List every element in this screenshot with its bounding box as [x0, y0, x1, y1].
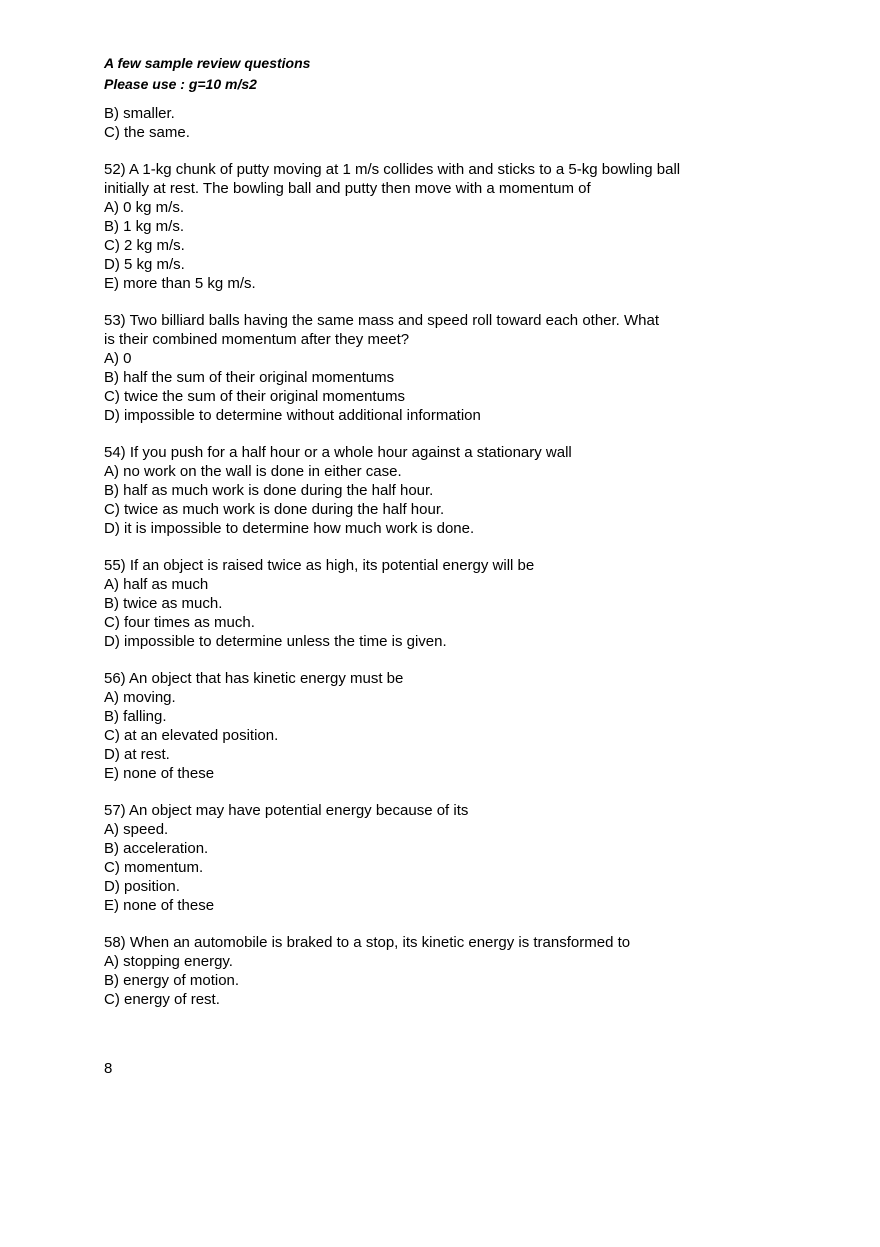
question-stem: 53) Two billiard balls having the same mass and speed roll toward each other. What — [104, 312, 660, 329]
answer-option: A) moving. — [104, 689, 176, 706]
answer-option: A) speed. — [104, 821, 169, 838]
question-stem: is their combined momentum after they meet? — [104, 331, 410, 348]
answer-option: B) acceleration. — [104, 840, 209, 857]
question-stem: 56) An object that has kinetic energy must be — [104, 670, 404, 687]
question-53 — [104, 311, 824, 425]
question-stem: initially at rest. The bowling ball and putty then move with a momentum of — [104, 180, 591, 197]
answer-option: A) stopping energy. — [104, 953, 233, 970]
answer-option: B) half the sum of their original momentums — [104, 369, 395, 386]
answer-option: C) momentum. — [104, 859, 204, 876]
answer-option: D) it is impossible to determine how much work is done. — [104, 520, 475, 537]
answer-option: C) twice the sum of their original momentums — [104, 388, 405, 405]
question-stem: 52) A 1-kg chunk of putty moving at 1 m/s collides with and sticks to a 5-kg bowling ball — [104, 161, 681, 178]
question-stem: 55) If an object is raised twice as high, its potential energy will be — [104, 557, 535, 574]
question-58 — [104, 933, 824, 1009]
answer-option: D) impossible to determine without additional information — [104, 407, 481, 424]
question-54 — [104, 443, 824, 538]
question-stem: 58) When an automobile is braked to a stop, its kinetic energy is transformed to — [104, 934, 631, 951]
previous-question-continuation — [104, 104, 824, 142]
answer-option: C) energy of rest. — [104, 991, 220, 1008]
answer-option: D) impossible to determine unless the time is given. — [104, 633, 447, 650]
answer-option: E) none of these — [104, 765, 215, 782]
gravity-note: Please use : g=10 m/s2 — [104, 76, 257, 92]
answer-option: D) position. — [104, 878, 180, 895]
answer-option: B) twice as much. — [104, 595, 223, 612]
answer-option: A) half as much — [104, 576, 209, 593]
question-52 — [104, 160, 824, 293]
answer-option: C) four times as much. — [104, 614, 255, 631]
answer-option: B) 1 kg m/s. — [104, 218, 185, 235]
answer-option: E) more than 5 kg m/s. — [104, 275, 256, 292]
answer-option: C) 2 kg m/s. — [104, 237, 185, 254]
answer-option: D) at rest. — [104, 746, 170, 763]
question-56 — [104, 669, 824, 783]
document-title: A few sample review questions — [104, 55, 311, 71]
question-stem: 54) If you push for a half hour or a whole hour against a stationary wall — [104, 444, 572, 461]
answer-option: A) 0 — [104, 350, 132, 367]
answer-option: B) falling. — [104, 708, 167, 725]
answer-option: B) energy of motion. — [104, 972, 240, 989]
document-page — [104, 53, 824, 1009]
answer-option: C) twice as much work is done during the half hour. — [104, 501, 445, 518]
answer-option: C) at an elevated position. — [104, 727, 279, 744]
answer-option: A) 0 kg m/s. — [104, 199, 185, 216]
question-57 — [104, 801, 824, 915]
answer-option: B) smaller. — [104, 105, 175, 122]
answer-option: C) the same. — [104, 124, 190, 141]
answer-option: B) half as much work is done during the half hour. — [104, 482, 434, 499]
answer-option: E) none of these — [104, 897, 215, 914]
question-55 — [104, 556, 824, 651]
question-stem: 57) An object may have potential energy because of its — [104, 802, 469, 819]
answer-option: D) 5 kg m/s. — [104, 256, 185, 273]
answer-option: A) no work on the wall is done in either case. — [104, 463, 402, 480]
page-number: 8 — [104, 1060, 113, 1077]
